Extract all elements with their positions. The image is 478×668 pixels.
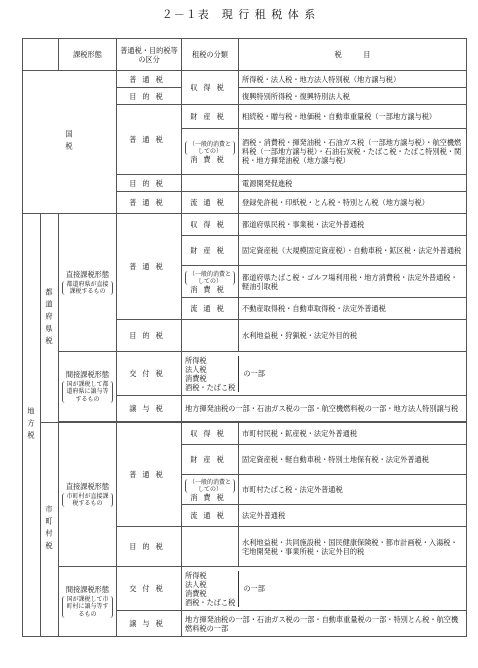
tax-items-cell: 法定外普通税 [239, 505, 467, 527]
indirect-note-muni: 国が課税して市町村に譲与等するもの [62, 596, 113, 618]
general-consumption-note: （一般的消費としての） [185, 141, 235, 155]
part-of-label: の一部 [243, 369, 265, 378]
table-title: ２－１表 現 行 租 税 体 系 [161, 8, 317, 21]
header-tax-category: 租税の分類 [182, 39, 239, 71]
ordinary-cell: 普通税 [117, 423, 182, 527]
transfer-cell: 譲与税 [117, 611, 182, 637]
grant-cell: 交付税 [117, 352, 182, 396]
indirect-note-pref: 国が課税して都道府県に譲与等するもの [62, 381, 113, 403]
category-consumption [182, 475, 239, 505]
category-circulation: 流通税 [182, 298, 239, 320]
category-income: 収得税 [182, 71, 239, 105]
transfer-cell: 譲与税 [117, 396, 182, 422]
table-row [23, 71, 467, 88]
indirect-form-muni [59, 567, 117, 637]
list-item: 消費税 [185, 588, 207, 598]
ordinary-cell: 普通税 [117, 192, 182, 214]
grant-list [185, 571, 239, 607]
category-property: 財産税 [182, 445, 239, 475]
category-income: 収得税 [182, 214, 239, 236]
indirect-form-label: 間接課税形態 [65, 370, 110, 380]
list-item: 法人税 [185, 579, 207, 589]
consumption-label: 消費税 [190, 285, 230, 295]
tax-items-cell: 所得税・法人税・地方法人特別税（地方譲与税） [239, 71, 467, 88]
category-income: 収得税 [182, 423, 239, 445]
tax-items-cell: 市町村たばこ税・法定外普通税 [239, 475, 467, 505]
direct-note-pref: 都道府県が直接課税するもの [62, 281, 113, 295]
tax-items-cell: 電源開発促進税 [239, 175, 467, 192]
direct-note-muni: 市町村が直接課税するもの [62, 493, 113, 507]
tax-items-cell: 都道府県民税・事業税・法定外普通税 [239, 214, 467, 236]
blank-cell [182, 320, 239, 352]
tax-items-cell: 酒税・消費税・揮発油税・石油ガス税（一部地方譲与税）・航空機燃料税（一部地方譲与税）・石油石炭税・たばこ税・たばこ特別税・関税・地方揮発油税（地方譲与税） [239, 129, 467, 175]
header-row [23, 39, 467, 71]
tax-items-cell: 水利地益税・狩猟税・法定外目的税 [239, 320, 467, 352]
grant-cell: 交付税 [117, 567, 182, 611]
header-ordinary-purpose: 普通税・目的税等の区分 [117, 39, 182, 71]
general-consumption-note: （一般的消費としての） [185, 479, 235, 493]
municipal-label: 市町村税 [41, 423, 59, 637]
part-of-label: の一部 [243, 584, 265, 593]
header-tax-items: 税 目 [239, 39, 467, 71]
category-property: 財産税 [182, 105, 239, 129]
purpose-cell: 目的税 [117, 527, 182, 567]
category-circulation: 流通税 [182, 505, 239, 527]
tax-items-cell: 都道府県たばこ税・ゴルフ場利用税・地方消費税・法定外普通税・軽油引取税 [239, 266, 467, 298]
direct-form-label: 直接課税形態 [65, 481, 110, 491]
list-item: 所得税 [185, 355, 207, 365]
purpose-cell: 目的税 [117, 175, 182, 192]
list-item: 酒税・たばこ税 [185, 597, 236, 607]
header-taxation-form: 課税形態 [59, 39, 117, 71]
ordinary-cell: 普通税 [117, 105, 182, 175]
grant-items-cell [182, 567, 467, 611]
tax-items-cell: 復興特別所得税・復興特別法人税 [239, 88, 467, 105]
category-circulation: 流通税 [182, 192, 239, 214]
local-label: 地方税 [23, 214, 41, 637]
direct-form-pref [59, 214, 117, 352]
table-row [23, 352, 467, 396]
list-item: 消費税 [185, 373, 207, 383]
tax-items-cell: 地方揮発油税の一部・石油ガス税の一部・航空機燃料税の一部・地方法人特別譲与税 [182, 396, 467, 422]
blank-cell [182, 527, 239, 567]
tax-items-cell: 固定資産税・軽自動車税・特別土地保有税・法定外普通税 [239, 445, 467, 475]
indirect-form-label: 間接課税形態 [65, 585, 110, 595]
table-row [23, 423, 467, 445]
grant-list [185, 356, 239, 392]
tax-system-table [22, 38, 467, 637]
blank-cell [182, 175, 239, 192]
category-consumption [182, 266, 239, 298]
list-item: 所得税 [185, 570, 207, 580]
direct-form-label: 直接課税形態 [65, 269, 110, 279]
national-label: 国税 [23, 71, 117, 214]
grant-items-cell [182, 352, 467, 396]
tax-items-cell: 相続税・贈与税・地価税・自動車重量税（一部地方譲与税） [239, 105, 467, 129]
category-property: 財産税 [182, 236, 239, 266]
indirect-form-pref [59, 352, 117, 422]
tax-items-cell: 地方揮発油税の一部・石油ガス税の一部・自動車重量税の一部・特別とん税・航空機燃料税の一部 [182, 611, 467, 637]
list-item: 酒税・たばこ税 [185, 382, 236, 392]
ordinary-cell: 普通税 [117, 214, 182, 320]
table-row [23, 567, 467, 611]
prefecture-label: 都道府県税 [41, 214, 59, 423]
category-consumption [182, 129, 239, 175]
general-consumption-note: （一般的消費としての） [185, 271, 235, 285]
consumption-label: 消費税 [190, 493, 230, 503]
consumption-label: 消費税 [190, 155, 230, 165]
tax-items-cell: 水利地益税・共同施設税・国民健康保険税・都市計画税・入湯税・宅地開発税・事業所税・法定外目的税 [239, 527, 467, 567]
tax-items-cell: 市町村民税・鉱産税・法定外普通税 [239, 423, 467, 445]
table-row [23, 214, 467, 236]
ordinary-cell: 普通税 [117, 71, 182, 88]
purpose-cell: 目的税 [117, 320, 182, 352]
purpose-cell: 目的税 [117, 88, 182, 105]
list-item: 法人税 [185, 364, 207, 374]
tax-items-cell: 不動産取得税・自動車取得税・法定外普通税 [239, 298, 467, 320]
tax-items-cell: 固定資産税（大規模固定資産税）・自動車税・鉱区税・法定外普通税 [239, 236, 467, 266]
header-blank [23, 39, 59, 71]
direct-form-muni [59, 423, 117, 567]
tax-items-cell: 登録免許税・印紙税・とん税・特別とん税（地方譲与税） [239, 192, 467, 214]
